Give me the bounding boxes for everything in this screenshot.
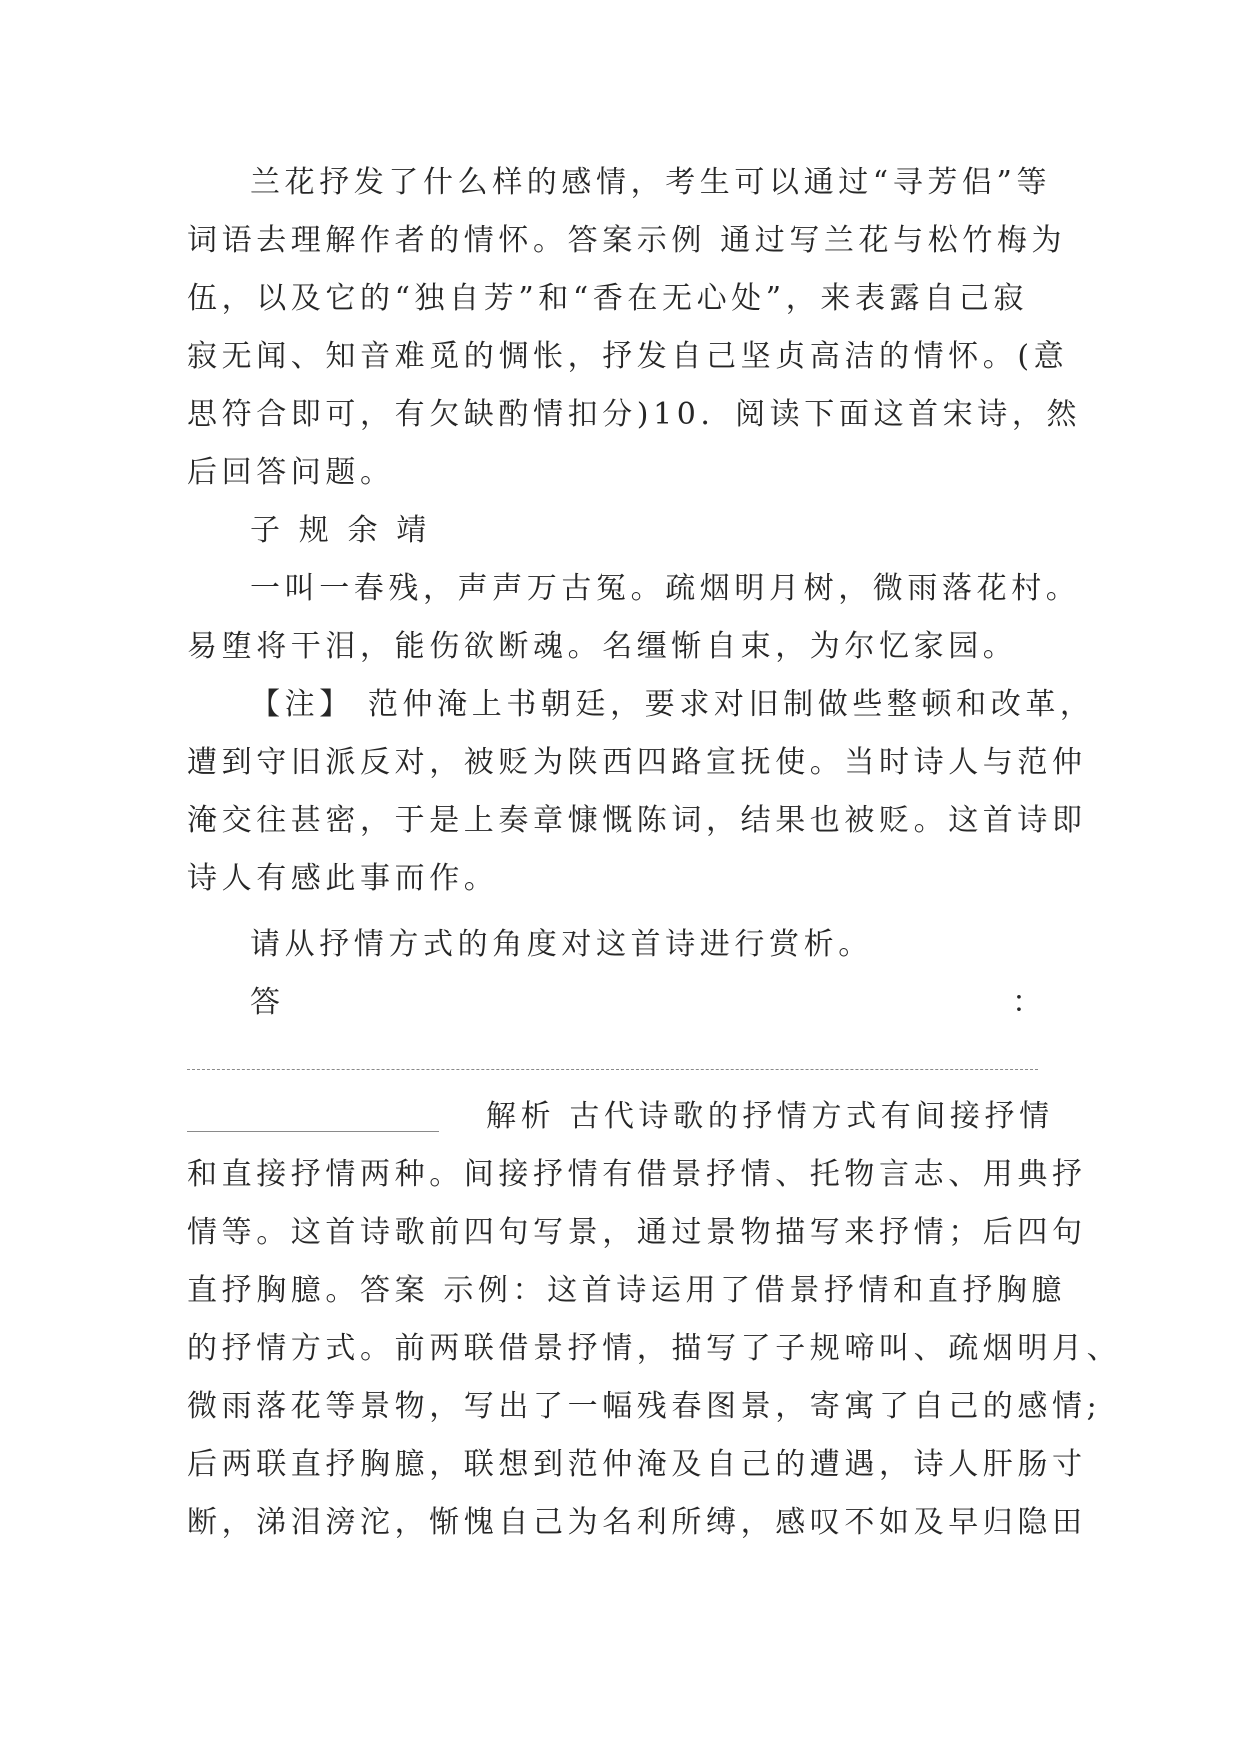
answer-line: 微雨落花等景物，写出了一幅残春图景，寄寓了自己的感情;	[187, 1389, 1102, 1424]
note-line: 【注】 范仲淹上书朝廷，要求对旧制做些整顿和改革，	[250, 687, 1095, 722]
note-line: 淹交往甚密，于是上奏章慷慨陈词，结果也被贬。这首诗即	[187, 803, 1087, 838]
question-text: 请从抒情方式的角度对这首诗进行赏析。	[250, 927, 873, 962]
analysis-line: 和直接抒情两种。间接抒情有借景抒情、托物言志、用典抒	[187, 1157, 1087, 1192]
poem-line: 易堕将干泪，能伤欲断魂。名缰惭自束，为尔忆家园。	[187, 629, 1018, 664]
answer-colon: ：	[1012, 985, 1042, 1020]
poem-title: 子 规 余 靖	[250, 513, 431, 548]
answer-label: 答	[250, 985, 285, 1020]
paragraph-line: 词语去理解作者的情怀。答案示例 通过写兰花与松竹梅为	[187, 223, 1067, 258]
answer-line: 直抒胸臆。答案 示例：这首诗运用了借景抒情和直抒胸臆	[187, 1273, 1067, 1308]
analysis-line: 解析 古代诗歌的抒情方式有间接抒情	[486, 1099, 1054, 1134]
answer-blank-line	[187, 1069, 1038, 1070]
answer-line: 断，涕泪滂沱，惭愧自己为名利所缚，感叹不如及早归隐田	[187, 1505, 1087, 1540]
paragraph-line: 思符合即可，有欠缺酌情扣分)10．阅读下面这首宋诗，然	[187, 397, 1082, 432]
poem-line: 一叫一春残，声声万古冤。疏烟明月树，微雨落花村。	[250, 571, 1081, 606]
note-line: 遭到守旧派反对，被贬为陕西四路宣抚使。当时诗人与范仲	[187, 745, 1087, 780]
paragraph-line: 兰花抒发了什么样的感情，考生可以通过“寻芳侣”等	[250, 165, 1052, 200]
analysis-line: 情等。这首诗歌前四句写景，通过景物描写来抒情；后四句	[187, 1215, 1087, 1250]
answer-blank-line-short	[187, 1131, 439, 1132]
answer-line: 的抒情方式。前两联借景抒情，描写了子规啼叫、疏烟明月、	[187, 1331, 1122, 1366]
paragraph-line: 后回答问题。	[187, 455, 395, 490]
note-line: 诗人有感此事而作。	[187, 861, 499, 896]
paragraph-line: 伍，以及它的“独自芳”和“香在无心处”，来表露自己寂	[187, 281, 1028, 316]
answer-line: 后两联直抒胸臆，联想到范仲淹及自己的遭遇，诗人肝肠寸	[187, 1447, 1087, 1482]
paragraph-line: 寂无闻、知音难觅的惆怅，抒发自己坚贞高洁的情怀。(意	[187, 339, 1069, 374]
